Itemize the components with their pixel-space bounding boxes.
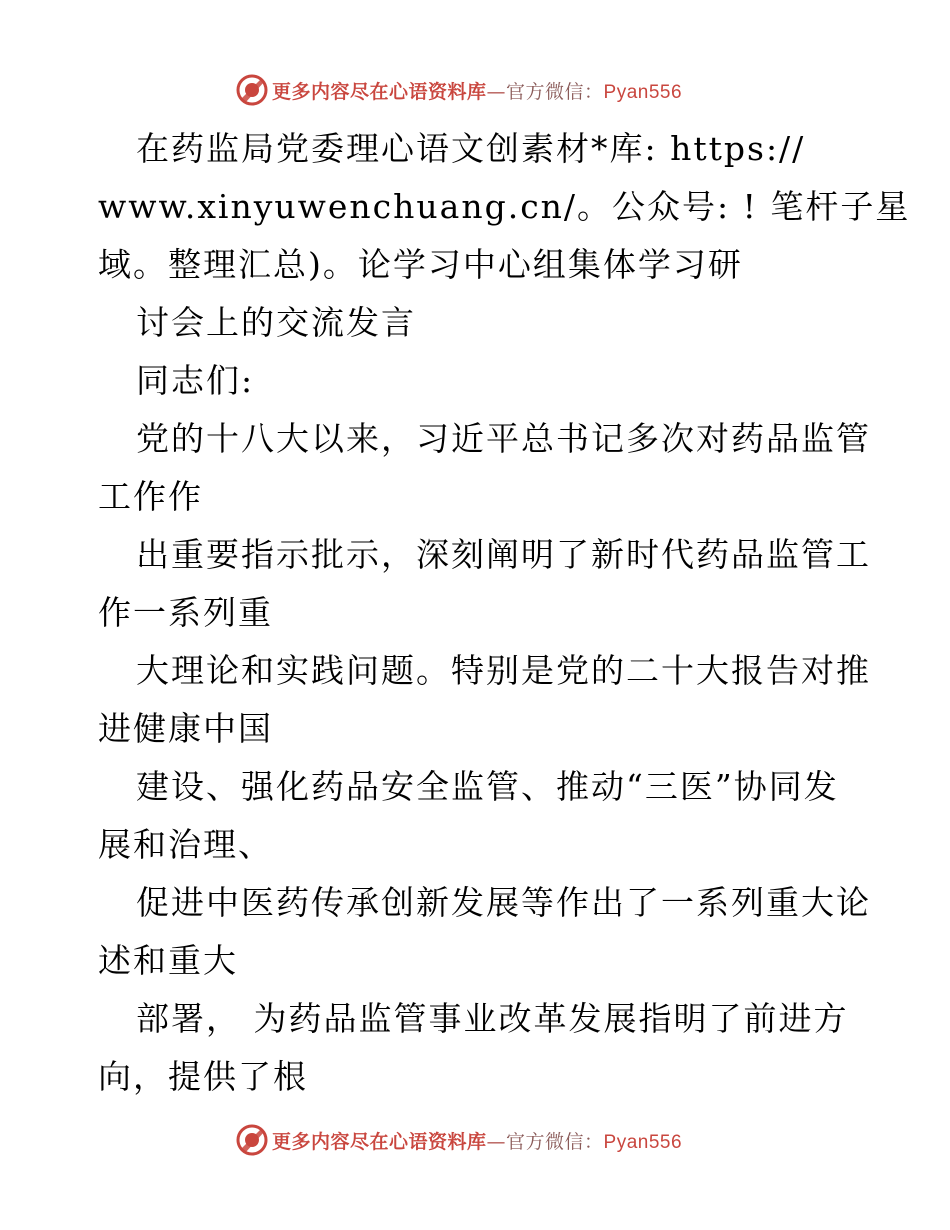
banner-wechat-id: Pyan556 [603, 1131, 683, 1153]
text-line: 党的十八大以来，习近平总书记多次对药品监管 [136, 419, 871, 458]
text-line: 部署， 为药品监管事业改革发展指明了前进方 [136, 999, 849, 1038]
banner-dash: — [486, 1130, 507, 1153]
footer-banner [0, 1120, 950, 1160]
text-line: www.xinyuwenchuang.cn/。公众号: ! 笔杆子星 [98, 187, 911, 226]
text-line: 展和治理、 [98, 825, 273, 864]
banner-dash: — [486, 80, 507, 103]
brush-logo-icon [236, 74, 268, 106]
text-line: 大理论和实践问题。特别是党的二十大报告对推 [136, 651, 871, 690]
banner-label: 官方微信： [506, 1130, 604, 1153]
text-line: 在药监局党委理心语文创素材*库: https:// [136, 129, 806, 168]
text-line: 工作作 [98, 477, 203, 516]
banner-lead-text: 更多内容尽在心语资料库 [272, 1130, 487, 1153]
text-line: 出重要指示批示，深刻阐明了新时代药品监管工 [136, 535, 871, 574]
banner-label: 官方微信： [506, 80, 604, 103]
text-line: 域。整理汇总)。论学习中心组集体学习研 [98, 245, 743, 284]
text-line: 讨会上的交流发言 [136, 303, 416, 342]
text-line: 向，提供了根 [98, 1057, 308, 1096]
header-banner [0, 70, 950, 110]
banner-lead-text: 更多内容尽在心语资料库 [272, 80, 487, 103]
banner-wechat-id: Pyan556 [603, 81, 683, 103]
text-line: 促进中医药传承创新发展等作出了一系列重大论 [136, 883, 871, 922]
text-line: 同志们: [136, 361, 255, 400]
text-line: 建设、强化药品安全监管、推动“三医”协同发 [136, 767, 839, 806]
text-line: 进健康中国 [98, 709, 273, 748]
text-line: 作一系列重 [98, 593, 273, 632]
brush-logo-icon [236, 1124, 268, 1156]
document-body [98, 120, 911, 1106]
text-line: 述和重大 [98, 941, 238, 980]
